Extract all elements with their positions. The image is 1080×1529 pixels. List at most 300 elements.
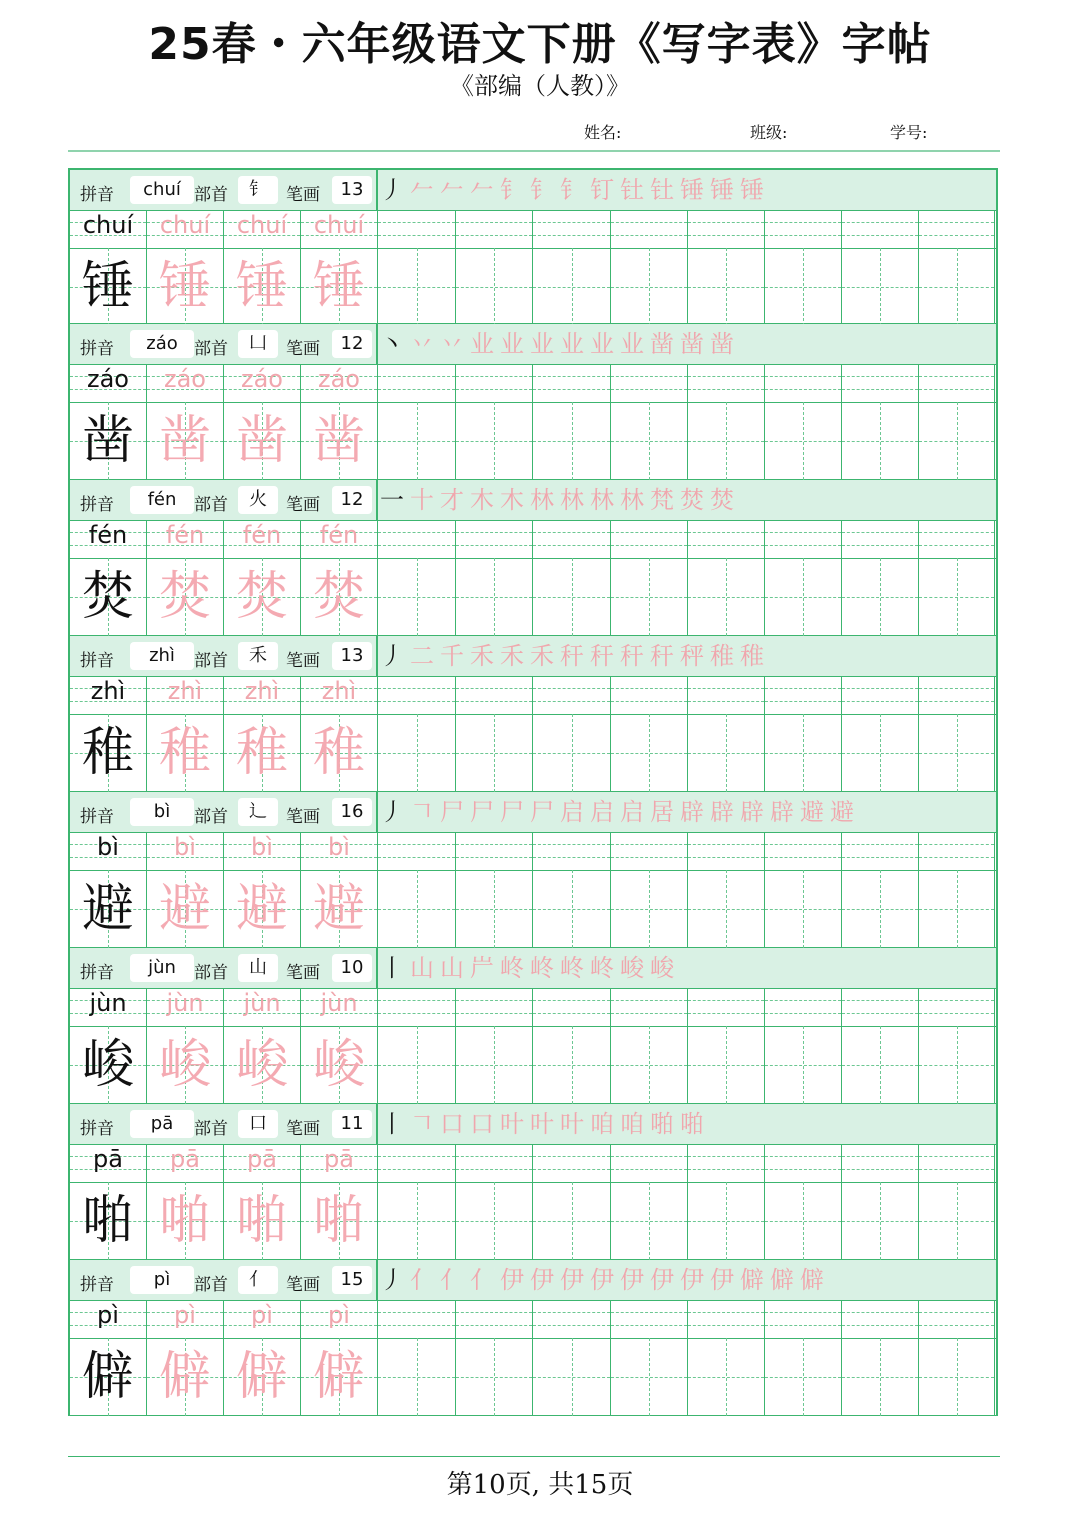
character-practice-row xyxy=(70,1338,996,1416)
character-cell[interactable] xyxy=(842,558,919,636)
pinyin-cell xyxy=(147,832,224,870)
character-cell[interactable] xyxy=(378,1338,456,1416)
character-cell[interactable] xyxy=(842,870,919,948)
character-cell xyxy=(224,558,301,636)
radical-value: 火 xyxy=(238,486,278,514)
pinyin-cell[interactable] xyxy=(456,1300,533,1338)
pinyin-cell xyxy=(147,520,224,558)
pinyin-cell[interactable] xyxy=(688,210,765,248)
stroke-step: 伊 xyxy=(710,1266,740,1294)
stroke-step: 峻 xyxy=(620,954,650,982)
pinyin-cell[interactable] xyxy=(456,1144,533,1182)
character-cell[interactable] xyxy=(456,1182,533,1260)
character-trace: 避 xyxy=(158,879,211,939)
stroke-step: 尸 xyxy=(530,798,560,826)
pinyin-cell[interactable] xyxy=(456,832,533,870)
pinyin-trace: fén xyxy=(319,521,359,549)
pinyin-cell[interactable] xyxy=(919,1300,995,1338)
pinyin-cell[interactable] xyxy=(919,520,995,558)
stroke-step: 业 xyxy=(560,330,590,358)
stroke-count-value: 12 xyxy=(332,330,372,358)
character-cell[interactable] xyxy=(533,1026,611,1104)
pinyin-trace: jùn xyxy=(243,989,281,1017)
pinyin-cell[interactable] xyxy=(919,1144,995,1182)
character-cell[interactable] xyxy=(456,1026,533,1104)
character-cell xyxy=(147,1182,224,1260)
stroke-step: 𠃍 xyxy=(410,798,440,826)
character-model: 稚 xyxy=(81,723,134,783)
character-cell[interactable] xyxy=(765,1338,842,1416)
character-cell[interactable] xyxy=(611,248,688,326)
header-separator xyxy=(376,1104,378,1144)
stroke-step: 稚 xyxy=(740,642,770,670)
pinyin-cell[interactable] xyxy=(688,364,765,402)
character-cell[interactable] xyxy=(533,1182,611,1260)
pinyin-cell[interactable] xyxy=(611,1300,688,1338)
radical-value: 亻 xyxy=(238,1266,278,1294)
pinyin-practice-row xyxy=(70,1300,996,1339)
pinyin-cell xyxy=(70,676,147,714)
radical-value: 凵 xyxy=(238,330,278,358)
character-cell[interactable] xyxy=(688,1338,765,1416)
character-cell[interactable] xyxy=(765,402,842,480)
stroke-step: 梵 xyxy=(650,486,680,514)
character-cell[interactable] xyxy=(919,1182,995,1260)
character-trace: 焚 xyxy=(235,567,288,627)
character-cell[interactable] xyxy=(456,714,533,792)
character-cell[interactable] xyxy=(456,248,533,326)
stroke-step: 钉 xyxy=(590,176,620,204)
character-cell xyxy=(70,1338,147,1416)
pinyin-cell xyxy=(224,988,301,1026)
character-cell xyxy=(301,1026,378,1104)
character-practice-row xyxy=(70,1026,996,1104)
pinyin-cell[interactable] xyxy=(688,988,765,1026)
pinyin-cell[interactable] xyxy=(533,1144,611,1182)
character-cell[interactable] xyxy=(688,1182,765,1260)
pinyin-cell[interactable] xyxy=(842,676,919,714)
radical-label: 部首 xyxy=(194,1275,228,1295)
character-cell[interactable] xyxy=(533,402,611,480)
pinyin-trace: pì xyxy=(328,1301,350,1329)
character-trace: 焚 xyxy=(312,567,365,627)
pinyin-trace: záo xyxy=(318,365,360,393)
stroke-count-label: 笔画 xyxy=(286,1119,320,1139)
character-model: 啪 xyxy=(81,1191,134,1251)
pinyin-cell[interactable] xyxy=(765,676,842,714)
pinyin-cell xyxy=(147,676,224,714)
character-trace: 锤 xyxy=(312,257,365,317)
character-cell[interactable] xyxy=(456,558,533,636)
character-block xyxy=(68,324,998,480)
pinyin-model: záo xyxy=(87,365,129,393)
character-cell[interactable] xyxy=(765,714,842,792)
character-cell[interactable] xyxy=(919,870,995,948)
character-cell[interactable] xyxy=(688,870,765,948)
character-cell[interactable] xyxy=(611,1026,688,1104)
stroke-step: 一 xyxy=(380,486,410,514)
pinyin-cell[interactable] xyxy=(765,364,842,402)
stroke-step: 尸 xyxy=(500,798,530,826)
stroke-step: 秤 xyxy=(680,642,710,670)
pinyin-cell[interactable] xyxy=(378,210,456,248)
character-info-row xyxy=(70,480,996,521)
stroke-step: 秆 xyxy=(560,642,590,670)
stroke-step: 避 xyxy=(830,798,860,826)
pinyin-cell[interactable] xyxy=(533,520,611,558)
stroke-step: 业 xyxy=(530,330,560,358)
pinyin-label: 拼音 xyxy=(80,1119,114,1139)
pinyin-cell[interactable] xyxy=(765,520,842,558)
character-info-row xyxy=(70,170,996,211)
character-cell[interactable] xyxy=(378,714,456,792)
stroke-step: 咱 xyxy=(590,1110,620,1138)
pinyin-cell[interactable] xyxy=(378,1300,456,1338)
stroke-count-value: 16 xyxy=(332,798,372,826)
radical-label: 部首 xyxy=(194,185,228,205)
character-cell[interactable] xyxy=(765,248,842,326)
character-cell[interactable] xyxy=(765,870,842,948)
pinyin-trace: chuí xyxy=(159,211,211,239)
pinyin-cell[interactable] xyxy=(378,832,456,870)
pinyin-trace: fén xyxy=(165,521,205,549)
pinyin-cell xyxy=(224,832,301,870)
stroke-count-value: 13 xyxy=(332,642,372,670)
character-cell[interactable] xyxy=(533,1338,611,1416)
stroke-step: 焚 xyxy=(680,486,710,514)
stroke-step: 凿 xyxy=(710,330,740,358)
pinyin-cell[interactable] xyxy=(533,210,611,248)
stroke-step: 山 xyxy=(410,954,440,982)
radical-label: 部首 xyxy=(194,339,228,359)
pinyin-trace: jùn xyxy=(166,989,204,1017)
character-cell[interactable] xyxy=(688,248,765,326)
character-cell[interactable] xyxy=(611,558,688,636)
character-cell[interactable] xyxy=(765,1026,842,1104)
pinyin-cell[interactable] xyxy=(765,1300,842,1338)
character-cell xyxy=(70,1182,147,1260)
pinyin-trace: záo xyxy=(164,365,206,393)
character-trace: 啪 xyxy=(235,1191,288,1251)
character-cell xyxy=(147,402,224,480)
pinyin-trace: pā xyxy=(170,1145,200,1173)
stroke-count-value: 11 xyxy=(332,1110,372,1138)
character-cell[interactable] xyxy=(456,1338,533,1416)
pinyin-trace: zhì xyxy=(244,677,280,705)
pinyin-cell xyxy=(147,988,224,1026)
character-cell xyxy=(224,1026,301,1104)
character-cell[interactable] xyxy=(842,1182,919,1260)
stroke-step: 锤 xyxy=(680,176,710,204)
pinyin-cell[interactable] xyxy=(919,364,995,402)
pinyin-cell[interactable] xyxy=(611,1144,688,1182)
pinyin-cell xyxy=(224,1300,301,1338)
character-cell[interactable] xyxy=(611,714,688,792)
stroke-step: 亻 xyxy=(410,1266,440,1294)
pinyin-cell[interactable] xyxy=(688,520,765,558)
pinyin-cell[interactable] xyxy=(919,988,995,1026)
pinyin-cell xyxy=(70,988,147,1026)
stroke-step: 峂 xyxy=(530,954,560,982)
pinyin-cell[interactable] xyxy=(378,988,456,1026)
character-cell[interactable] xyxy=(378,870,456,948)
character-cell[interactable] xyxy=(919,1026,995,1104)
pinyin-cell[interactable] xyxy=(533,988,611,1026)
stroke-order-sequence xyxy=(380,172,770,208)
character-cell[interactable] xyxy=(688,558,765,636)
character-info-row xyxy=(70,636,996,677)
stroke-step: 十 xyxy=(410,486,440,514)
pinyin-cell[interactable] xyxy=(842,988,919,1026)
stroke-step: 僻 xyxy=(770,1266,800,1294)
pinyin-cell[interactable] xyxy=(688,1144,765,1182)
stroke-step: 辟 xyxy=(740,798,770,826)
character-cell[interactable] xyxy=(533,870,611,948)
pinyin-cell[interactable] xyxy=(611,832,688,870)
character-info-row xyxy=(70,948,996,989)
pinyin-cell[interactable] xyxy=(688,1300,765,1338)
radical-value: 钅 xyxy=(238,176,278,204)
pinyin-cell[interactable] xyxy=(688,676,765,714)
stroke-step: 伊 xyxy=(680,1266,710,1294)
pinyin-cell[interactable] xyxy=(611,988,688,1026)
character-cell[interactable] xyxy=(842,248,919,326)
character-cell[interactable] xyxy=(611,402,688,480)
stroke-count-value: 10 xyxy=(332,954,372,982)
stroke-order-sequence xyxy=(380,482,740,518)
character-cell xyxy=(301,1182,378,1260)
pinyin-cell[interactable] xyxy=(611,364,688,402)
stroke-step: 丨 xyxy=(380,954,410,982)
pinyin-cell xyxy=(70,364,147,402)
pinyin-label: 拼音 xyxy=(80,339,114,359)
stroke-step: 木 xyxy=(500,486,530,514)
pinyin-cell[interactable] xyxy=(533,364,611,402)
pinyin-label: 拼音 xyxy=(80,651,114,671)
stroke-step: 启 xyxy=(560,798,590,826)
character-trace: 峻 xyxy=(312,1035,365,1095)
stroke-step: 凿 xyxy=(680,330,710,358)
stroke-step: 禾 xyxy=(500,642,530,670)
stroke-step: 业 xyxy=(470,330,500,358)
practice-grid xyxy=(68,168,998,1416)
character-cell[interactable] xyxy=(765,558,842,636)
character-cell[interactable] xyxy=(919,714,995,792)
character-trace: 僻 xyxy=(235,1347,288,1407)
stroke-step: 尸 xyxy=(470,798,500,826)
character-cell[interactable] xyxy=(688,1026,765,1104)
pinyin-model: zhì xyxy=(90,677,126,705)
stroke-step: 丷 xyxy=(440,330,470,358)
character-cell[interactable] xyxy=(533,714,611,792)
pinyin-cell[interactable] xyxy=(842,520,919,558)
pinyin-trace: záo xyxy=(241,365,283,393)
character-cell[interactable] xyxy=(919,558,995,636)
pinyin-cell[interactable] xyxy=(765,210,842,248)
pinyin-cell[interactable] xyxy=(456,676,533,714)
pinyin-cell[interactable] xyxy=(919,210,995,248)
pinyin-cell xyxy=(301,210,378,248)
pinyin-cell[interactable] xyxy=(378,676,456,714)
radical-value: 辶 xyxy=(238,798,278,826)
character-cell[interactable] xyxy=(919,402,995,480)
pinyin-cell[interactable] xyxy=(378,520,456,558)
header-separator xyxy=(376,948,378,988)
stroke-step: 秆 xyxy=(590,642,620,670)
character-cell xyxy=(70,714,147,792)
pinyin-cell[interactable] xyxy=(842,364,919,402)
character-cell[interactable] xyxy=(611,1182,688,1260)
character-cell xyxy=(224,1182,301,1260)
character-cell[interactable] xyxy=(688,402,765,480)
pinyin-cell[interactable] xyxy=(456,210,533,248)
stroke-step: 叶 xyxy=(560,1110,590,1138)
character-cell[interactable] xyxy=(919,1338,995,1416)
pinyin-cell[interactable] xyxy=(456,988,533,1026)
character-block xyxy=(68,792,998,948)
character-practice-row xyxy=(70,1182,996,1260)
pinyin-cell[interactable] xyxy=(378,1144,456,1182)
character-trace: 锤 xyxy=(235,257,288,317)
pinyin-cell[interactable] xyxy=(842,1300,919,1338)
character-cell[interactable] xyxy=(378,402,456,480)
stroke-count-label: 笔画 xyxy=(286,185,320,205)
character-cell[interactable] xyxy=(842,402,919,480)
stroke-step: 居 xyxy=(650,798,680,826)
stroke-step: 峂 xyxy=(500,954,530,982)
pinyin-cell[interactable] xyxy=(533,1300,611,1338)
stroke-order-sequence xyxy=(380,1262,830,1298)
character-cell[interactable] xyxy=(378,1026,456,1104)
stroke-step: 辟 xyxy=(770,798,800,826)
stroke-count-value: 12 xyxy=(332,486,372,514)
stroke-count-label: 笔画 xyxy=(286,651,320,671)
character-cell[interactable] xyxy=(533,558,611,636)
pinyin-cell[interactable] xyxy=(919,676,995,714)
character-cell xyxy=(224,870,301,948)
pinyin-cell xyxy=(301,1300,378,1338)
character-model: 避 xyxy=(81,879,134,939)
pinyin-practice-row xyxy=(70,988,996,1027)
stroke-step: 僻 xyxy=(740,1266,770,1294)
pinyin-cell[interactable] xyxy=(456,364,533,402)
character-block xyxy=(68,636,998,792)
pinyin-practice-row xyxy=(70,520,996,559)
pinyin-model: pì xyxy=(97,1301,119,1329)
character-cell[interactable] xyxy=(533,248,611,326)
pinyin-cell[interactable] xyxy=(611,520,688,558)
character-practice-row xyxy=(70,870,996,948)
pinyin-practice-row xyxy=(70,364,996,403)
character-cell[interactable] xyxy=(919,248,995,326)
pinyin-cell[interactable] xyxy=(765,832,842,870)
pinyin-cell[interactable] xyxy=(688,832,765,870)
character-cell xyxy=(70,402,147,480)
header-divider xyxy=(68,150,1000,152)
stroke-order-sequence xyxy=(380,950,680,986)
pinyin-cell[interactable] xyxy=(765,1144,842,1182)
stroke-count-label: 笔画 xyxy=(286,1275,320,1295)
pinyin-cell xyxy=(70,520,147,558)
pinyin-cell[interactable] xyxy=(842,210,919,248)
header-separator xyxy=(376,1260,378,1300)
character-practice-row xyxy=(70,714,996,792)
stroke-order-sequence xyxy=(380,794,860,830)
stroke-step: 僻 xyxy=(800,1266,830,1294)
character-cell[interactable] xyxy=(842,1338,919,1416)
pinyin-cell[interactable] xyxy=(611,676,688,714)
radical-label: 部首 xyxy=(194,495,228,515)
pinyin-value: pì xyxy=(130,1266,194,1294)
page-number: 第10页, 共15页 xyxy=(446,1470,634,1500)
pinyin-cell xyxy=(70,1144,147,1182)
character-trace: 峻 xyxy=(158,1035,211,1095)
character-trace: 僻 xyxy=(312,1347,365,1407)
character-cell[interactable] xyxy=(765,1182,842,1260)
pinyin-cell[interactable] xyxy=(765,988,842,1026)
character-cell[interactable] xyxy=(456,870,533,948)
character-cell[interactable] xyxy=(456,402,533,480)
pinyin-cell[interactable] xyxy=(611,210,688,248)
pinyin-value: jùn xyxy=(130,954,194,982)
pinyin-trace: zhì xyxy=(321,677,357,705)
pinyin-label: 拼音 xyxy=(80,963,114,983)
header-separator xyxy=(376,792,378,832)
character-cell[interactable] xyxy=(378,1182,456,1260)
pinyin-practice-row xyxy=(70,676,996,715)
pinyin-cell xyxy=(301,676,378,714)
pinyin-cell[interactable] xyxy=(842,1144,919,1182)
character-cell xyxy=(224,248,301,326)
character-trace: 峻 xyxy=(235,1035,288,1095)
character-info-row xyxy=(70,324,996,365)
stroke-step: 𠃍 xyxy=(410,1110,440,1138)
pinyin-cell[interactable] xyxy=(378,364,456,402)
pinyin-cell[interactable] xyxy=(919,832,995,870)
character-cell[interactable] xyxy=(378,558,456,636)
stroke-step: 锤 xyxy=(740,176,770,204)
stroke-step: 林 xyxy=(590,486,620,514)
pinyin-cell[interactable] xyxy=(842,832,919,870)
stroke-step: 伊 xyxy=(650,1266,680,1294)
stroke-step: 启 xyxy=(590,798,620,826)
character-cell[interactable] xyxy=(611,1338,688,1416)
pinyin-cell[interactable] xyxy=(456,520,533,558)
character-cell xyxy=(301,714,378,792)
stroke-step: 亻 xyxy=(440,1266,470,1294)
character-cell[interactable] xyxy=(378,248,456,326)
stroke-step: 丿 xyxy=(380,642,410,670)
pinyin-label: 拼音 xyxy=(80,807,114,827)
character-cell[interactable] xyxy=(611,870,688,948)
character-cell[interactable] xyxy=(842,1026,919,1104)
pinyin-cell[interactable] xyxy=(533,676,611,714)
character-cell[interactable] xyxy=(688,714,765,792)
character-trace: 稚 xyxy=(235,723,288,783)
header-separator xyxy=(376,170,378,210)
name-label: 姓名: xyxy=(584,123,622,142)
pinyin-cell[interactable] xyxy=(533,832,611,870)
character-cell xyxy=(70,248,147,326)
stroke-step: 峂 xyxy=(560,954,590,982)
pinyin-model: jùn xyxy=(89,989,127,1017)
pinyin-trace: fén xyxy=(242,521,282,549)
character-cell xyxy=(301,1338,378,1416)
stroke-step: 亻 xyxy=(470,1266,500,1294)
character-cell[interactable] xyxy=(842,714,919,792)
stroke-order-sequence xyxy=(380,326,740,362)
stroke-step: 业 xyxy=(500,330,530,358)
